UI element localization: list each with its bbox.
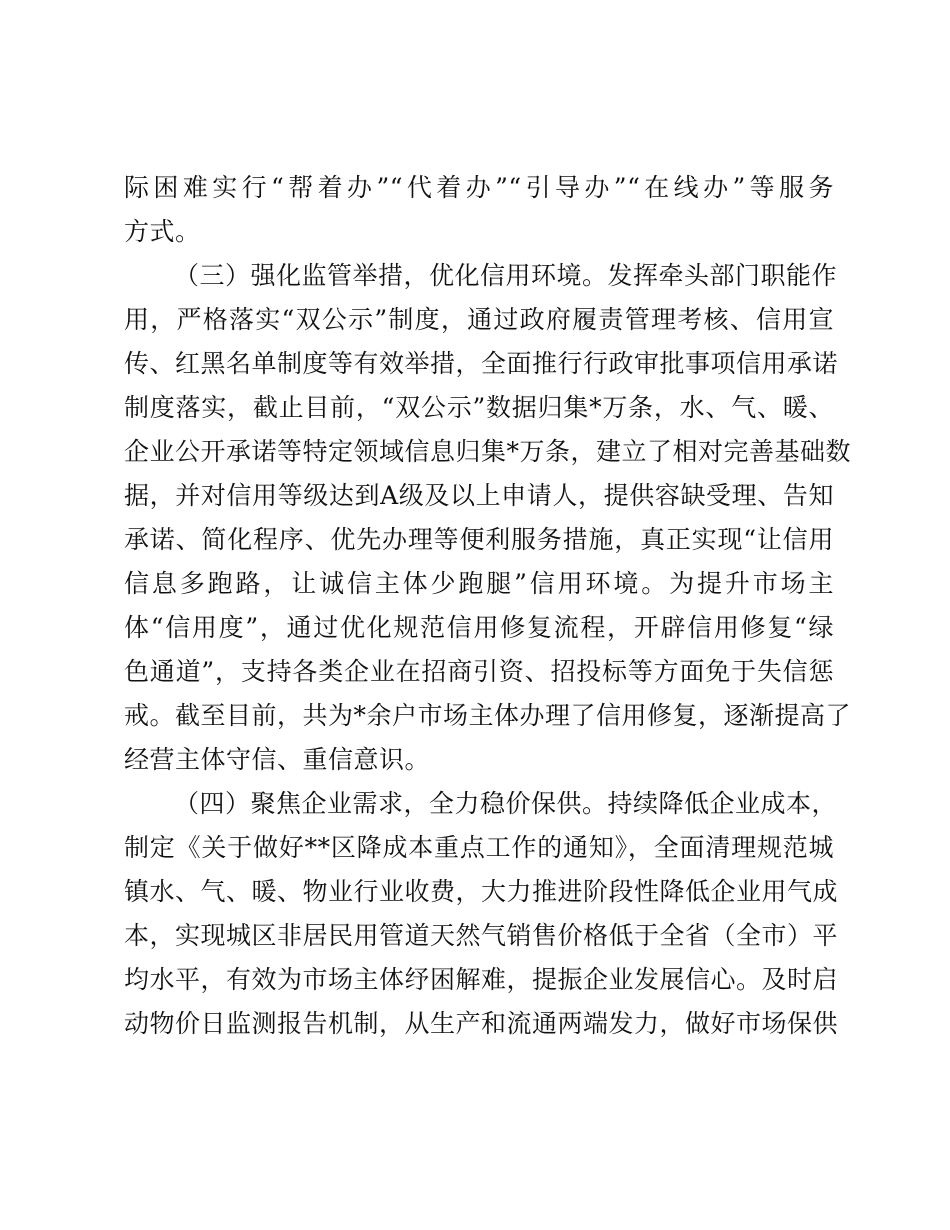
text-line: 用，严格落实“双公示”制度，通过政府履责管理考核、信用宣: [124, 305, 834, 334]
section-four-heading-line: （四）聚焦企业需求，全力稳价保供。持续降低企业成本，: [174, 789, 838, 818]
text-line: 均水平，有效为市场主体纾困解难，提振企业发展信心。及时启: [124, 965, 839, 994]
text-line: 传、红黑名单制度等有效举措，全面推行行政审批事项信用承诺: [124, 349, 839, 378]
text-line: 方式。: [124, 217, 201, 246]
section-three-heading-line: （三）强化监管举措，优化信用环境。发挥牵头部门职能作: [174, 261, 838, 290]
text-line: 企业公开承诺等特定领域信息归集*万条，建立了相对完善基础数: [124, 437, 852, 466]
text-line: 经营主体守信、重信意识。: [124, 745, 431, 774]
text-line: 戒。截至目前，共为*余户市场主体办理了信用修复，逐渐提高了: [124, 701, 852, 730]
text-line: 制度落实，截止目前，“双公示”数据归集*万条，水、气、暖、: [124, 393, 834, 422]
text-line: 动物价日监测报告机制，从生产和流通两端发力，做好市场保供: [124, 1009, 839, 1038]
text-line: 体“信用度”，通过优化规范信用修复流程，开辟信用修复“绿: [124, 613, 834, 642]
text-line: 镇水、气、暖、物业行业收费，大力推进阶段性降低企业用气成: [124, 877, 839, 906]
text-line: 际困难实行“帮着办”“代着办”“引导办”“在线办”等服务: [124, 173, 834, 202]
text-line: 据，并对信用等级达到A级及以上申请人，提供容缺受理、告知: [124, 481, 834, 510]
text-line: 制定《关于做好**区降成本重点工作的通知》，全面清理规范城: [124, 833, 834, 862]
text-line: 色通道”，支持各类企业在招商引资、招投标等方面免于失信惩: [124, 657, 834, 686]
text-line: 信息多跑路，让诚信主体少跑腿”信用环境。为提升市场主: [124, 569, 834, 598]
text-line: 本，实现城区非居民用管道天然气销售价格低于全省（全市）平: [124, 921, 839, 950]
text-line: 承诺、简化程序、优先办理等便利服务措施，真正实现“让信用: [124, 525, 834, 554]
